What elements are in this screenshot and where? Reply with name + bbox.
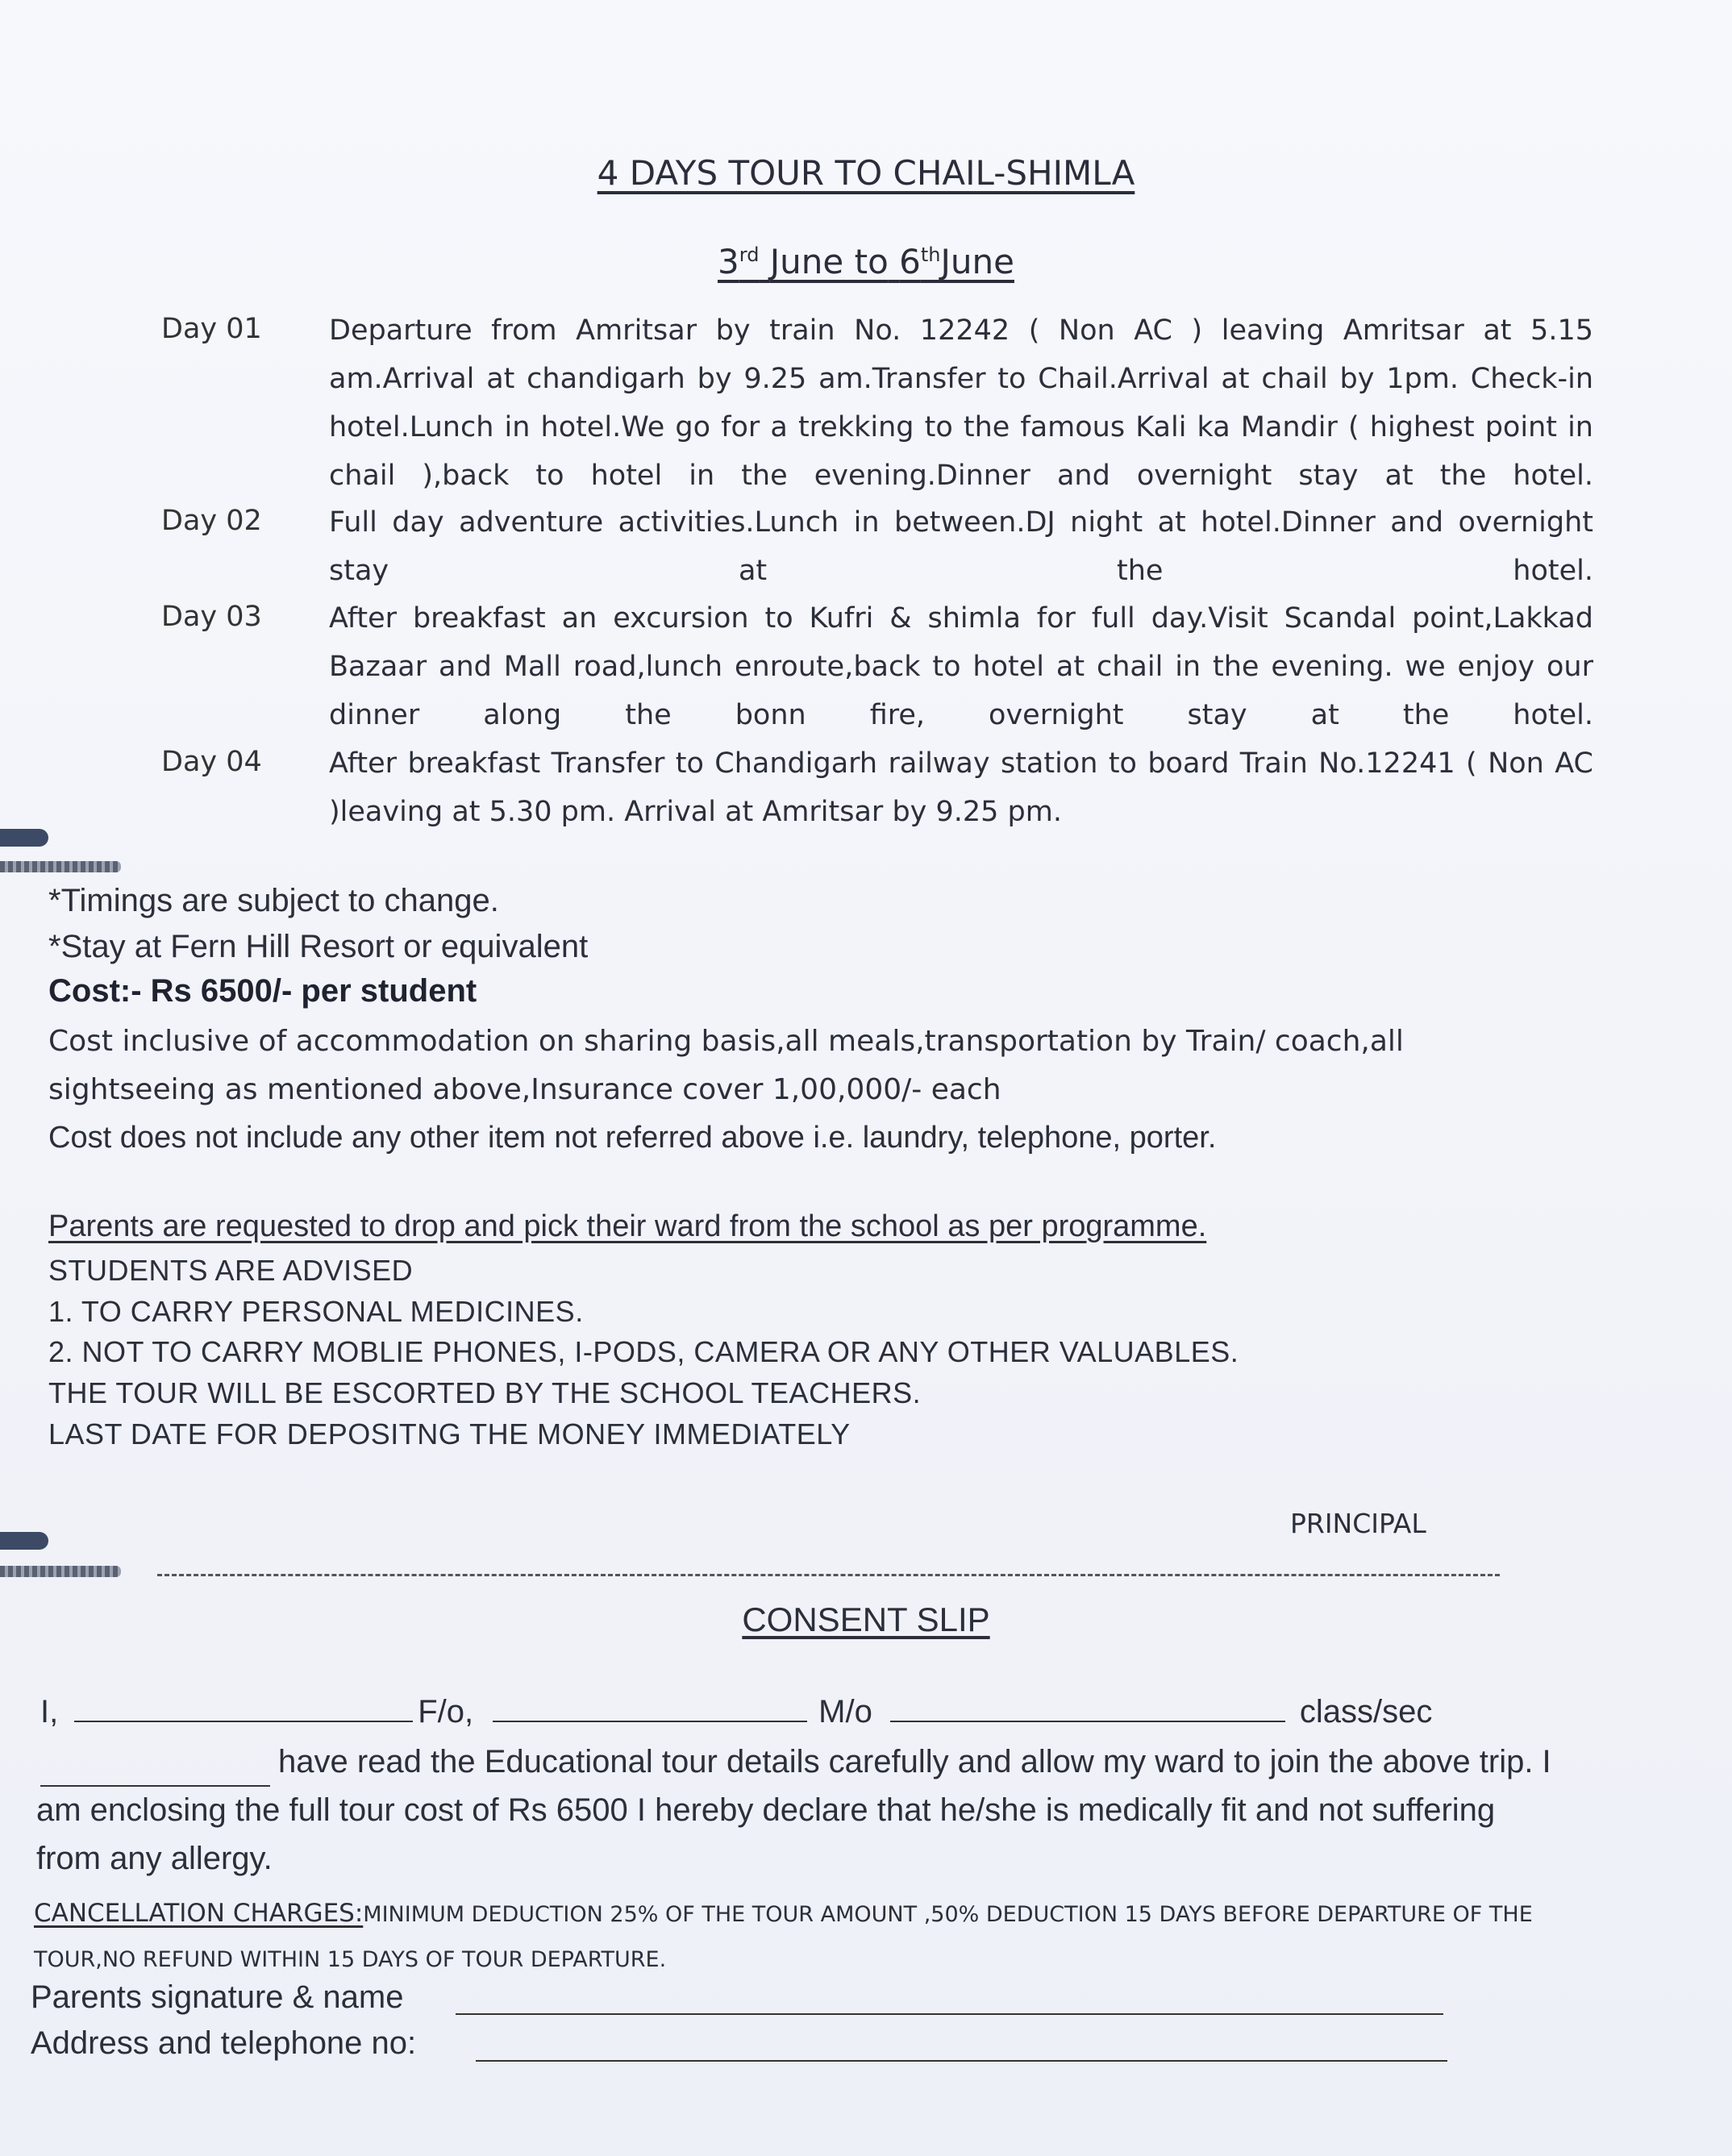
escort-note: THE TOUR WILL BE ESCORTED BY THE SCHOOL TEACHERS. xyxy=(48,1376,922,1409)
advice-item: 1. TO CARRY PERSONAL MEDICINES. xyxy=(48,1295,584,1328)
parents-instruction: Parents are requested to drop and pick their ward from the school as per programme. xyxy=(48,1209,1207,1243)
mother-of-blank[interactable] xyxy=(890,1693,1285,1722)
signature-label: Parents signature & name xyxy=(31,1979,404,2015)
father-of-blank[interactable] xyxy=(493,1693,807,1722)
day-label: Day 02 xyxy=(161,505,262,537)
cancellation-heading: CANCELLATION CHARGES: xyxy=(34,1899,364,1928)
consent-fill-row xyxy=(40,1693,1459,1730)
class-label: class/sec xyxy=(1299,1694,1433,1729)
binder-clip-mark xyxy=(0,1532,48,1550)
stay-note: *Stay at Fern Hill Resort or equivalent xyxy=(48,929,589,964)
address-label: Address and telephone no: xyxy=(31,2025,417,2061)
day-description: Full day adventure activities.Lunch in between.DJ night at hotel.Dinner and overnight stay at the hotel. xyxy=(329,506,1593,587)
day-description: Departure from Amritsar by train No. 12242 ( Non AC ) leaving Amritsar at 5.15 am.Arrival at chandigarh by 9.25 am.Transfer to Chail.Arrival at chail by 1pm. Check-in hotel.Lunch in hotel.We go for a trekking to the famous Kali ka Mandir ( highest point in chail ),back to hotel in the evening.Dinner and overnight stay at the hotel. xyxy=(329,314,1593,492)
cancellation-text: MINIMUM DEDUCTION 25% OF THE TOUR AMOUNT ,50% DEDUCTION 15 DAYS BEFORE DEPARTURE OF THE TOUR,NO REFUND WITHIN 15 DAYS OF TOUR DEPARTURE. xyxy=(34,1902,1533,1972)
day-label: Day 01 xyxy=(161,313,262,345)
end-day-suffix: th xyxy=(920,243,941,266)
start-day: 3 xyxy=(718,242,739,281)
cancellation-charges xyxy=(34,1891,1614,1983)
consent-declaration: have read the Educational tour details carefully and allow my ward to join the above trip. I am enclosing the full tour cost of Rs 6500 I hereby declare that he/she is medically fit and not suffering from any allergy. xyxy=(36,1744,1551,1876)
binder-clip-mark xyxy=(0,829,48,847)
start-day-suffix: rd xyxy=(739,243,760,266)
end-month: June xyxy=(940,242,1014,281)
cost-exclusions: Cost does not include any other item not referred above i.e. laundry, telephone, porter. xyxy=(48,1121,1217,1155)
day-description: After breakfast Transfer to Chandigarh railway station to board Train No.12241 ( Non AC )leaving at 5.30 pm. Arrival at Amritsar by 9.25 pm. xyxy=(329,747,1593,828)
fo-label: F/o, xyxy=(418,1694,474,1729)
cost-inclusions: Cost inclusive of accommodation on sharing basis,all meals,transportation by Train/ coach,all sightseeing as mentioned above,Insurance cover 1,00,000/- each xyxy=(48,1025,1404,1106)
timings-note: *Timings are subject to change. xyxy=(48,883,499,918)
page-title: 4 DAYS TOUR TO CHAIL-SHIMLA xyxy=(597,153,1135,193)
tour-dates xyxy=(0,242,1732,281)
i-label: I, xyxy=(40,1694,59,1729)
day-label: Day 04 xyxy=(161,746,262,778)
day-description: After breakfast an excursion to Kufri & shimla for full day.Visit Scandal point,Lakkad Bazaar and Mall road,lunch enroute,back to hotel at chail in the evening. we enjoy our dinner along the bonn fire, overnight stay at the hotel. xyxy=(329,602,1593,731)
last-date-note: LAST DATE FOR DEPOSITNG THE MONEY IMMEDIATELY xyxy=(48,1417,851,1451)
name-blank[interactable] xyxy=(74,1693,413,1722)
signature-line[interactable] xyxy=(456,2013,1443,2015)
binder-strip xyxy=(0,861,121,872)
cut-line xyxy=(157,1574,1500,1576)
binder-strip xyxy=(0,1566,121,1577)
mo-label: M/o xyxy=(818,1694,872,1729)
consent-slip-title: CONSENT SLIP xyxy=(742,1600,990,1638)
day-label: Day 03 xyxy=(161,601,262,633)
principal-signatory: PRINCIPAL xyxy=(1290,1508,1426,1539)
address-line[interactable] xyxy=(476,2060,1447,2062)
advice-item: 2. NOT TO CARRY MOBLIE PHONES, I-PODS, CAMERA OR ANY OTHER VALUABLES. xyxy=(48,1335,1239,1368)
students-advised-heading: STUDENTS ARE ADVISED xyxy=(48,1254,414,1287)
start-month: June to xyxy=(769,242,889,281)
end-day: 6 xyxy=(899,242,921,281)
cost-line: Cost:- Rs 6500/- per student xyxy=(48,973,477,1009)
